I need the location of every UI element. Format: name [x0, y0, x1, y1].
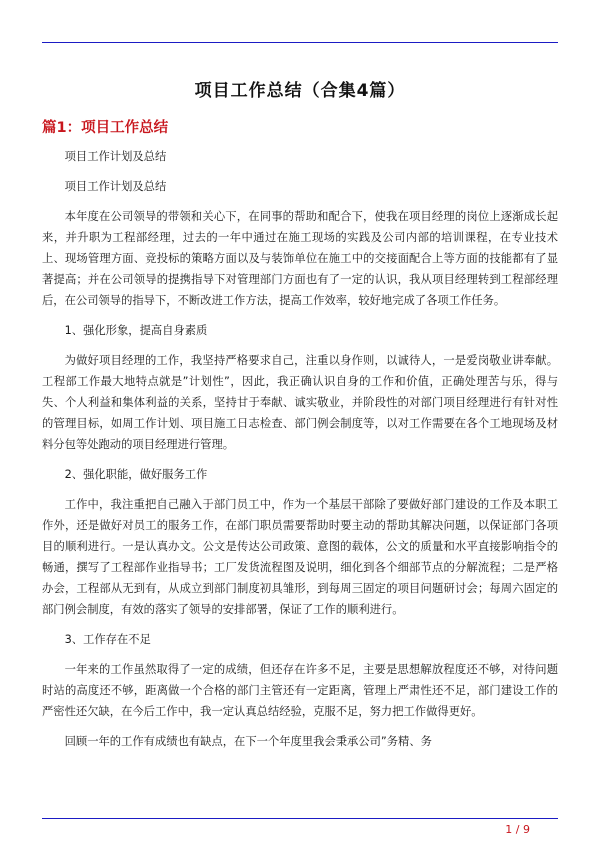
- paragraph: 项目工作计划及总结: [64, 180, 167, 193]
- header-rule: [42, 42, 558, 43]
- paragraph: 回顾一年的工作有成绩也有缺点，在下一个年度里我会秉承公司”务精、务: [64, 735, 432, 748]
- page-number: 1 / 9: [505, 823, 530, 836]
- footer-rule: [42, 818, 558, 819]
- section-heading: 篇1：项目工作总结: [42, 120, 169, 136]
- subheading: 3、工作存在不足: [64, 633, 151, 646]
- subheading: 2、强化职能，做好服务工作: [64, 468, 208, 481]
- paragraph: 项目工作计划及总结: [64, 150, 167, 163]
- document-body: [42, 146, 558, 761]
- subheading: 1、强化形象，提高自身素质: [64, 324, 208, 337]
- paragraph: 为做好项目经理的工作，我坚持严格要求自己，注重以身作则，以诚待人，一是爱岗敬业讲奉献。工程部工作最大地特点就是”计划性”，因此，我正确认识自身的工作和价值，正确处理苦与乐，得与失、个人利益和集体利益的关系，坚持甘于奉献、诚实敬业，并阶段性的对部门项目经理进行有针对性的管理目标，如周工作计划、项目施工日志检查、部门例会制度等，以对工作需要在各个工地现场及材料分包等处跑动的项目经理进行管理。: [42, 354, 558, 451]
- document-title: 项目工作总结（合集4篇）: [194, 81, 406, 101]
- paragraph: 一年来的工作虽然取得了一定的成绩，但还存在许多不足，主要是思想解放程度还不够，对待问题时站的高度还不够，距离做一个合格的部门主管还有一定距离，管理上严肃性还不足，部门建设工作的严密性还欠缺，在今后工作中，我一定认真总结经验，克服不足，努力把工作做得更好。: [42, 663, 558, 718]
- paragraph: 本年度在公司领导的带领和关心下，在同事的帮助和配合下，使我在项目经理的岗位上逐渐成长起来，并升职为工程部经理，过去的一年中通过在施工现场的实践及公司内部的培训课程，在专业技术上、现场管理方面、竞投标的策略方面以及与装饰单位在施工中的交接面配合上等方面的技能都有了显著提高；并在公司领导的提携指导下对管理部门方面也有了一定的认识，我从项目经理转到工程部经理后，在公司领导的指导下，不断改进工作方法，提高工作效率，较好地完成了各项工作任务。: [42, 210, 558, 307]
- paragraph: 工作中，我注重把自己融入于部门员工中，作为一个基层干部除了要做好部门建设的工作及本职工作外，还是做好对员工的服务工作，在部门职员需要帮助时要主动的帮助其解决问题，以保证部门各项目的顺利进行。一是认真办文。公文是传达公司政策、意图的载体，公文的质量和水平直接影响指令的畅通，撰写了工程部作业指导书；工厂发货流程图及说明，细化到各个细部节点的分解流程；二是严格办会，工程部从无到有，从成立到部门制度初具雏形，到每周三固定的项目问题研讨会；每周六固定的部门例会制度，有效的落实了领导的安排部署，保证了工作的顺利进行。: [42, 498, 558, 616]
